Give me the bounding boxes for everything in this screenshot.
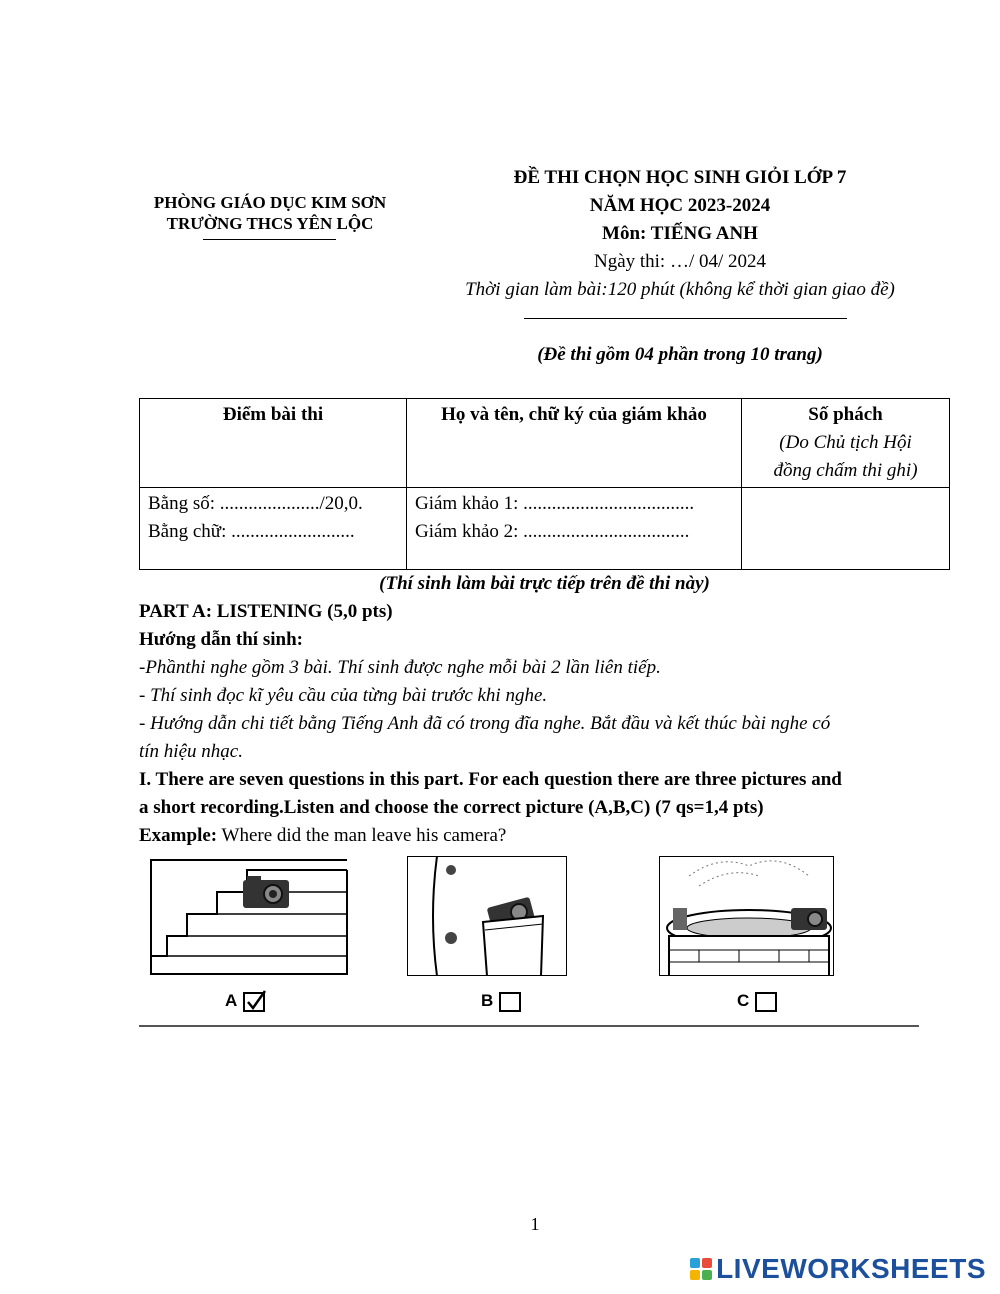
example-question: Where did the man leave his camera? xyxy=(217,825,507,846)
guide-line-1: -Phầnthi nghe gồm 3 bài. Thí sinh được nghe mỗi bài 2 lần liên tiếp. xyxy=(139,657,661,678)
school-header xyxy=(120,192,420,234)
example-label: Example: xyxy=(139,825,218,846)
example-line xyxy=(139,822,939,850)
department-name: PHÒNG GIÁO DỤC KIM SƠN xyxy=(153,193,387,212)
part-a-section xyxy=(139,598,939,850)
option-b[interactable] xyxy=(481,990,523,1012)
option-a[interactable] xyxy=(225,990,267,1012)
examiner-header: Họ và tên, chữ ký của giám khảo xyxy=(407,399,742,488)
score-number-line: Bằng số: ...................../20,0. xyxy=(148,493,363,514)
part-a-title: PART A: LISTENING (5,0 pts) xyxy=(139,601,393,622)
section1-line1: I. There are seven questions in this part. For each question there are three pictures and xyxy=(139,769,842,790)
guide-line-3: - Hướng dẫn chi tiết bằng Tiếng Anh đã có trong đĩa nghe. Bắt đầu và kết thúc bài nghe có xyxy=(139,713,831,734)
checkbox-icon[interactable] xyxy=(755,990,779,1012)
page-number: 1 xyxy=(530,1214,540,1234)
example-pictures xyxy=(139,850,919,1028)
examiner-cell[interactable] xyxy=(407,488,742,570)
guide-title: Hướng dẫn thí sinh: xyxy=(139,629,303,650)
exam-year: NĂM HỌC 2023-2024 xyxy=(589,195,771,216)
direct-note: (Thí sinh làm bài trực tiếp trên đề thi này) xyxy=(379,573,710,594)
examiner2-line: Giám khảo 2: ................................... xyxy=(415,521,690,542)
code-note-line2: đồng chấm thi ghi) xyxy=(773,460,918,481)
picture-a-stairs xyxy=(147,856,353,976)
pages-note: (Đề thi gồm 04 phần trong 10 trang) xyxy=(537,344,823,365)
score-header: Điểm bài thi xyxy=(140,399,407,488)
camera-icon xyxy=(243,876,289,908)
exam-underline xyxy=(524,318,847,319)
guide-line-4: tín hiệu nhạc. xyxy=(139,741,243,762)
option-c-label: C xyxy=(737,991,750,1010)
pictures-divider xyxy=(139,1025,919,1027)
score-table xyxy=(139,398,950,570)
school-underline xyxy=(203,239,336,240)
liveworksheets-logo xyxy=(690,1252,986,1286)
exam-header xyxy=(430,164,930,304)
exam-title: ĐỀ THI CHỌN HỌC SINH GIỎI LỚP 7 xyxy=(513,167,847,188)
option-a-label: A xyxy=(225,991,238,1010)
score-words-line: Bằng chữ: .......................... xyxy=(148,521,355,542)
code-cell xyxy=(742,488,950,570)
score-cell[interactable] xyxy=(140,488,407,570)
code-note-line1: (Do Chủ tịch Hội xyxy=(779,432,912,453)
option-b-label: B xyxy=(481,991,494,1010)
option-c[interactable] xyxy=(737,990,779,1012)
logo-text: LIVEWORKSHEETS xyxy=(716,1253,986,1284)
code-header xyxy=(742,399,950,488)
examiner1-line: Giám khảo 1: .................................... xyxy=(415,493,695,514)
camera-icon xyxy=(791,908,827,930)
code-title: Số phách xyxy=(808,404,883,425)
logo-mark-icon xyxy=(690,1258,712,1280)
picture-c-fountain xyxy=(659,856,834,976)
section1-line2: a short recording.Listen and choose the correct picture (A,B,C) (7 qs=1,4 pts) xyxy=(139,797,764,818)
picture-b-pocket xyxy=(407,856,567,976)
exam-time: Thời gian làm bài:120 phút (không kể thời gian giao đề) xyxy=(465,279,895,300)
school-name: TRƯỜNG THCS YÊN LỘC xyxy=(166,214,374,233)
exam-date: Ngày thi: …/ 04/ 2024 xyxy=(593,251,767,272)
exam-subject: Môn: TIẾNG ANH xyxy=(602,223,758,244)
checked-checkbox-icon[interactable] xyxy=(243,990,267,1012)
guide-line-2: - Thí sinh đọc kĩ yêu cầu của từng bài trước khi nghe. xyxy=(139,685,548,706)
checkbox-icon[interactable] xyxy=(499,990,523,1012)
